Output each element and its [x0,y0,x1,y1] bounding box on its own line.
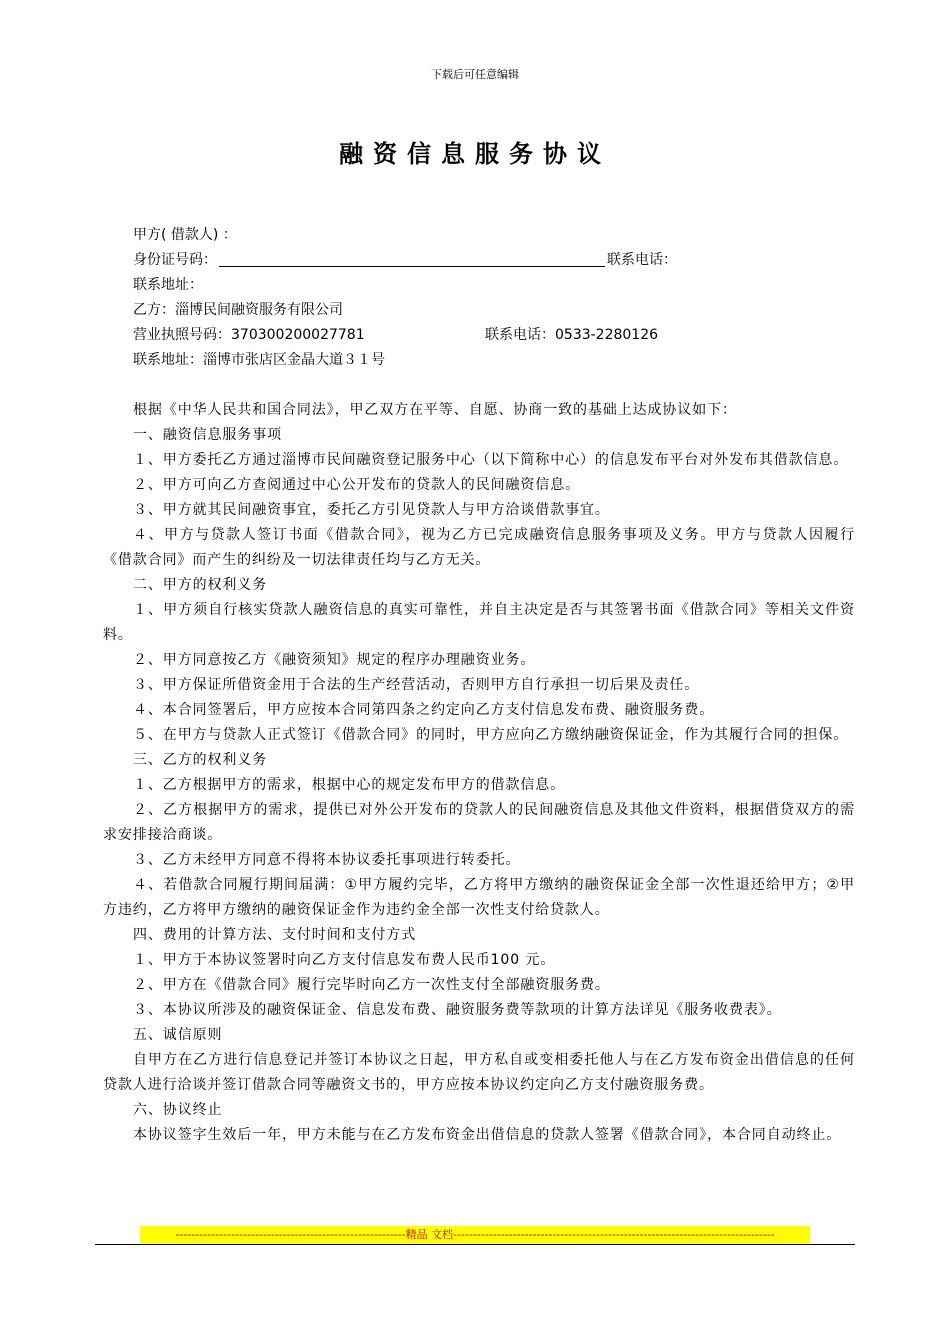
party-a-phone-label: 联系电话： [607,252,677,268]
party-b-name-text: 乙方：淄博民间融资服务有限公司 [133,302,343,318]
body-paragraph: ３、乙方未经甲方同意不得将本协议委托事项进行转委托。 [133,852,521,868]
id-blank-line [219,250,605,267]
body-paragraph: ５、在甲方与贷款人正式签订《借款合同》的同时，甲方应向乙方缴纳融资保证金，作为其履行合同的担保。 [133,727,849,743]
body-paragraph: 自甲方在乙方进行信息登记并签订本协议之日起，甲方私自或变相委托他人与在乙方发布资金出借信息的任何贷款人进行洽谈并签订借款合同等融资文书的，甲方应按本协议约定向乙方支付融资服务费。 [103,1052,855,1093]
body-paragraph: ２、甲方同意按乙方《融资须知》规定的程序办理融资业务。 [133,652,536,668]
body-paragraph: １、甲方须自行核实贷款人融资信息的真实可靠性，并自主决定是否与其签署书面《借款合同》等相关文件资料。 [103,602,855,643]
body-paragraph: ４、若借款合同履行期间届满：①甲方履约完毕，乙方将甲方缴纳的融资保证金全部一次性退还给甲方；②甲方违约，乙方将甲方缴纳的融资保证金作为违约金全部一次性支付给贷款人。 [103,877,855,918]
party-b-phone: 联系电话：0533-2280126 [485,327,659,343]
section-heading: 一、融资信息服务事项 [133,427,282,443]
parties-block [133,223,853,373]
section-heading: 四、费用的计算方法、支付时间和支付方式 [133,927,417,943]
party-b-address-text: 联系地址：淄博市张店区金晶大道３１号 [133,352,385,368]
body-paragraph: １、乙方根据甲方的需求，根据中心的规定发布甲方的借款信息。 [133,777,566,793]
party-b-address [133,348,853,373]
section-heading: 五、诚信原则 [133,1027,223,1043]
body-paragraph: ２、乙方根据甲方的需求，提供已对外公开发布的贷款人的民间融资信息及其他文件资料，根据借贷双方的需求安排接洽商谈。 [103,802,855,843]
footer-divider [95,1244,855,1245]
party-a-name [133,223,853,248]
header-note: 下载后可任意编辑 [431,68,519,81]
document-title: 融资信息服务协议 [339,140,611,168]
body-paragraph: 本协议签字生效后一年，甲方未能与在乙方发布资金出借信息的贷款人签署《借款合同》，本合同自动终止。 [133,1127,842,1143]
body-paragraph: ３、甲方保证所借资金用于合法的生产经营活动，否则甲方自行承担一切后果及责任。 [133,677,700,693]
body-paragraph: ３、本协议所涉及的融资保证金、信息发布费、融资服务费等款项的计算方法详见《服务收费表》。 [133,1002,782,1018]
agreement-body [103,398,855,1148]
party-a-address-label: 联系地址： [133,277,203,293]
section-heading: 二、甲方的权利义务 [133,577,268,593]
party-b-name [133,298,853,323]
party-b-license: 营业执照号码：370300200027781 [133,327,365,343]
body-paragraph: ４、甲方与贷款人签订书面《借款合同》，视为乙方已完成融资信息服务事项及义务。甲方与贷款人因履行《借款合同》而产生的纠纷及一切法律责任均与乙方无关。 [103,527,855,568]
party-a-name-label: 甲方( 借款人) ： [133,227,237,243]
body-paragraph: １、甲方于本协议签署时向乙方支付信息发布费人民币100 元。 [133,952,556,968]
footer-watermark-bar: ----------------------------------------------------------精品 文档--------------------------------------------------------------------------------- [140,1226,810,1243]
body-paragraph: ２、甲方可向乙方查阅通过中心公开发布的贷款人的民间融资信息。 [133,477,580,493]
party-b-license-row [133,323,853,348]
party-a-address [133,273,853,298]
body-paragraph: ２、甲方在《借款合同》履行完毕时向乙方一次性支付全部融资服务费。 [133,977,610,993]
party-a-id-row [133,248,853,273]
body-paragraph: １、甲方委托乙方通过淄博市民间融资登记服务中心（以下简称中心）的信息发布平台对外发布其借款信息。 [133,452,849,468]
section-heading: 三、乙方的权利义务 [133,752,268,768]
body-paragraph: ３、甲方就其民间融资事宜，委托乙方引见贷款人与甲方洽谈借款事宜。 [133,502,610,518]
body-paragraph: 根据《中华人民共和国合同法》，甲乙双方在平等、自愿、协商一致的基础上达成协议如下： [133,402,737,418]
section-heading: 六、协议终止 [133,1102,223,1118]
body-paragraph: ４、本合同签署后，甲方应按本合同第四条之约定向乙方支付信息发布费、融资服务费。 [133,702,715,718]
party-a-id-label: 身份证号码： [133,252,217,268]
